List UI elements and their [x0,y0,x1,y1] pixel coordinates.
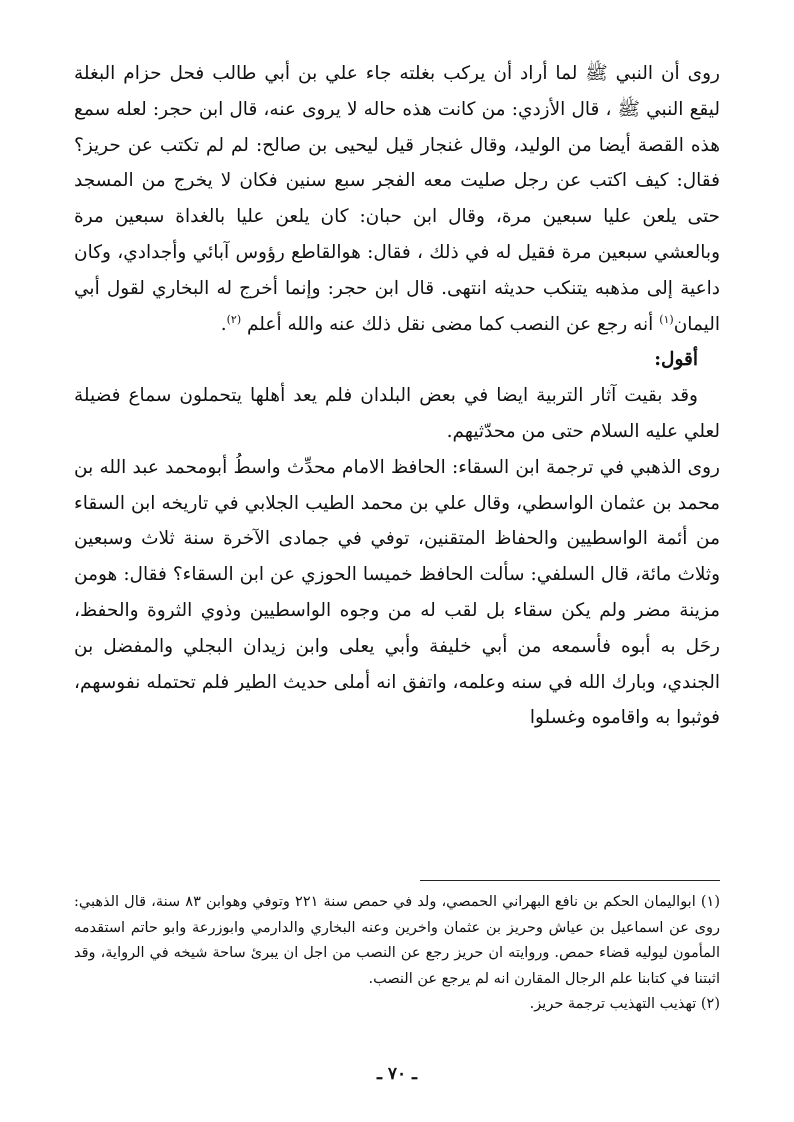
paragraph-1 [74,56,720,342]
page-number: ـ ٧٠ ـ [376,1064,418,1084]
paragraph-1-end: . [220,313,227,335]
footnote-ref-2[interactable]: (٢) [226,312,242,326]
footnote-2: (٢) تهذيب التهذيب ترجمة حريز. [529,996,720,1012]
section-heading: أقول: [654,349,698,371]
footnote-1: (١) ابواليمان الحكم بن نافع البهراني الحمصي، ولد في حمص سنة ٢٢١ وتوفي وهوابن ٨٣ سنة، قال الذهبي: روى عن اسماعيل بن عياش وحريز بن عثمان واخرين وعنه البخاري والدارمي وابوزرعة وابو حاتم استقدمه المأمون ليوليه قضاء حمص. وروايته ان حريز رجع عن النصب من اجل ان يبرئ ساحة شيخه في الرواية، وقد اثبتنا في كتابنا علم الرجال المقارن انه لم يرجع عن النصب. [74,894,720,987]
main-text [74,56,720,736]
footnote-divider [420,880,720,881]
paragraph-3: روى الذهبي في ترجمة ابن السقاء: الحافظ الامام محدِّث واسطُ أبومحمد عبد الله بن محمد بن عثمان الواسطي، وقال علي بن محمد الطيب الجلابي في تاريخه ابن السقاء من أئمة الواسطيين والحفاظ المتقنين، توفي في جمادى الآخرة سنة ثلاث وسبعين وثلاث مائة، قال السلفي: سألت الحافظ خميسا الحوزي عن ابن السقاء؟ فقال: هومن مزينة مضر ولم يكن سقاء بل لقب له من وجوه الواسطيين وذوي الثروة والحفظ، رحَل به أبوه فأسمعه من أبي خليفة وأبي يعلى وابن زيدان البجلي والمفضل بن الجندي، وبارك الله في سنه وعلمه، واتفق انه أملى حديث الطير فلم تحتمله نفوسهم، فوثبوا به واقاموه وغسلوا [74,456,720,729]
paragraph-2: وقد بقيت آثار التربية ايضا في بعض البلدان فلم يعد أهلها يتحملون سماع فضيلة لعلي عليه السلام حتى من محدّثيهم. [74,385,720,442]
footnote-ref-1[interactable]: (١) [659,312,674,326]
paragraph-1-continuation: أنه رجع عن النصب كما مضى نقل ذلك عنه والله أعلم [241,313,660,335]
footnotes [74,890,720,1018]
paragraph-1-text: روى أن النبي ﷺ لما أراد أن يركب بغلته جاء علي بن أبي طالب فحل حزام البغلة ليقع النبي ﷺ ، قال الأزدي: من كانت هذه حاله لا يروى عنه، قال ابن حجر: لعله سمع هذه القصة أيضا من الوليد، وقال غنجار قيل ليحيى بن صالح: لم لم تكتب عن حريز؟ فقال: كيف اكتب عن رجل صليت معه الفجر سبع سنين فكان لا يخرج من المسجد حتى يلعن عليا سبعين مرة، وقال ابن حبان: كان يلعن عليا بالغداة سبعين مرة وبالعشي سبعين مرة فقيل له في ذلك ، فقال: هوالقاطع رؤوس آبائي وأجدادي، وكان داعية إلى مذهبه يتنكب حديثه انتهى. قال ابن حجر: وإنما أخرج له البخاري لقول أبي اليمان [74,63,720,335]
